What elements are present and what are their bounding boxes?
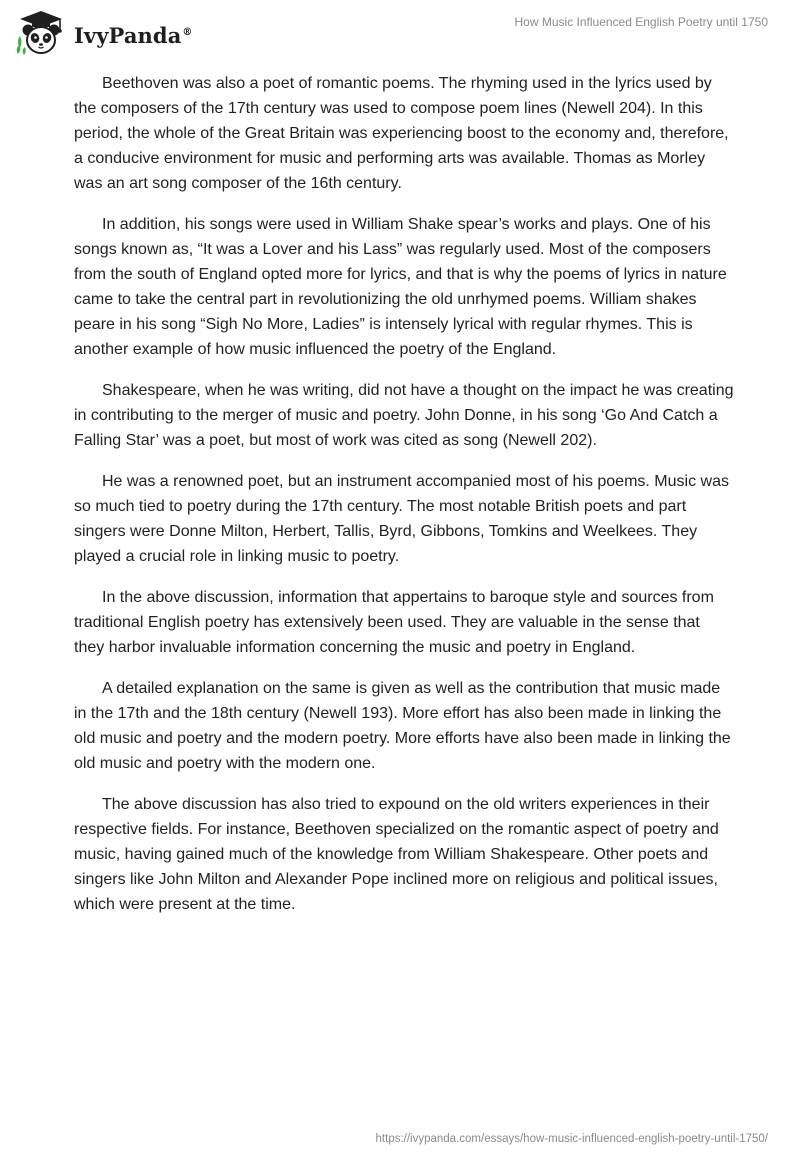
essay-body [74, 71, 734, 933]
paragraph: In the above discussion, information that appertains to baroque style and sources from traditional English poetry has extensively been used. They are valuable in the sense that they harbor invaluable information concerning the music and poetry in England. [74, 589, 714, 656]
paragraph: The above discussion has also tried to expound on the old writers experiences in their respective fields. For instance, Beethoven specialized on the romantic aspect of poetry and music, having gained much of the knowledge from William Shakespeare. Other poets and singers like John Milton and Alexander Pope inclined more on religious and political issues, which were present at the time. [74, 796, 719, 913]
paragraph: A detailed explanation on the same is given as well as the contribution that music made in the 17th and the 18th century (Newell 193). More effort has also been made in linking the old music and poetry and the modern poetry. More efforts have also been made in linking the old music and poetry with the modern one. [74, 680, 731, 772]
paragraph: He was a renowned poet, but an instrument accompanied most of his poems. Music was so much tied to poetry during the 17th century. The most notable British poets and part singers were Donne Milton, Herbert, Tallis, Byrd, Gibbons, Tomkins and Weelkees. They played a crucial role in linking music to poetry. [74, 473, 729, 565]
registered-mark: ® [182, 26, 193, 38]
source-url-link[interactable]: https://ivypanda.com/essays/how-music-influenced-english-poetry-until-1750/ [375, 1133, 768, 1145]
paragraph: Shakespeare, when he was writing, did not have a thought on the impact he was creating in contributing to the merger of music and poetry. John Donne, in his song ‘Go And Catch a Falling Star’ was a poet, but most of work was cited as song (Newell 202). [74, 382, 734, 449]
page-header [0, 0, 800, 70]
ivypanda-logo[interactable] [14, 8, 193, 58]
paragraph: Beethoven was also a poet of romantic poems. The rhyming used in the lyrics used by the composers of the 17th century was used to compose poem lines (Newell 204). In this period, the whole of the Great Britain was experiencing boost to the economy and, therefore, a conducive environment for music and performing arts was available. Thomas as Morley was an art song composer of the 16th century. [74, 75, 729, 192]
brand-name: IvyPanda® [74, 22, 193, 48]
document-title: How Music Influenced English Poetry until 1750 [514, 15, 768, 29]
panda-mascot-icon [14, 8, 68, 58]
paragraph: In addition, his songs were used in William Shake spear’s works and plays. One of his songs known as, “It was a Lover and his Lass” was regularly used. Most of the composers from the south of England opted more for lyrics, and that is why the poems of lyrics in nature came to take the central part in revolutionizing the old unrhymed poems. William shakes peare in his song “Sigh No More, Ladies” is intensely lyrical with regular rhymes. This is another example of how music influenced the poetry of the England. [74, 216, 727, 358]
